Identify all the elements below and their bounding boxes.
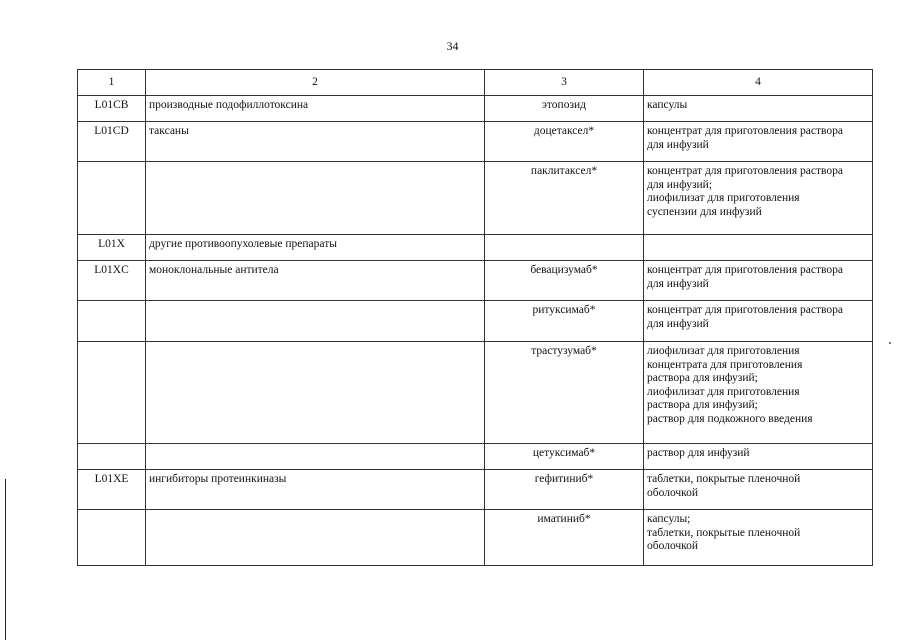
margin-line — [5, 479, 6, 640]
group-name-cell — [146, 301, 485, 342]
drug-name-cell: цетуксимаб* — [485, 444, 644, 470]
column-header-3: 3 — [485, 70, 644, 96]
table-row — [78, 470, 873, 510]
dosage-form-cell — [644, 122, 873, 162]
dosage-form-cell — [644, 96, 873, 122]
dosage-form-line: концентрат для приготовления раствора — [647, 304, 843, 316]
dosage-form-line: для инфузий — [647, 138, 709, 151]
column-header-4: 4 — [644, 70, 873, 96]
dosage-form-cell — [644, 342, 873, 444]
atc-code-cell — [78, 510, 146, 566]
dosage-form-line: раствора для инфузий; — [647, 399, 758, 411]
drug-name-cell: гефитиниб* — [485, 470, 644, 510]
group-name-cell — [146, 162, 485, 235]
dosage-form-cell — [644, 261, 873, 301]
atc-code-cell: L01CD — [78, 122, 146, 162]
table-header-row — [78, 70, 873, 96]
atc-code-cell: L01XE — [78, 470, 146, 510]
dosage-form-line: лиофилизат для приготовления — [647, 345, 800, 357]
table-row — [78, 510, 873, 566]
group-name-cell: ингибиторы протеинкиназы — [146, 470, 485, 510]
atc-code-cell: L01XC — [78, 261, 146, 301]
dosage-form-line: концентрат для приготовления раствора — [647, 165, 843, 177]
scan-dot — [889, 342, 891, 344]
dosage-form-line: оболочкой — [647, 486, 699, 499]
dosage-form-line: концентрата для приготовления — [647, 358, 803, 371]
dosage-form-cell — [644, 162, 873, 235]
group-name-cell: производные подофиллотоксина — [146, 96, 485, 122]
table-body — [78, 96, 873, 566]
table-row — [78, 96, 873, 122]
dosage-form-line: суспензии для инфузий — [647, 205, 762, 218]
drug-name-cell: ритуксимаб* — [485, 301, 644, 342]
dosage-form-cell — [644, 470, 873, 510]
atc-code-cell — [78, 162, 146, 235]
dosage-form-line: концентрат для приготовления раствора — [647, 125, 843, 137]
drug-table — [77, 69, 873, 566]
atc-code-cell — [78, 342, 146, 444]
dosage-form-cell — [644, 444, 873, 470]
dosage-form-line: раствор для подкожного введения — [647, 412, 813, 425]
page-number: 34 — [446, 39, 459, 53]
column-header-1: 1 — [78, 70, 146, 96]
table-row — [78, 235, 873, 261]
column-header-2: 2 — [146, 70, 485, 96]
dosage-form-line: лиофилизат для приготовления — [647, 192, 800, 204]
table-row — [78, 301, 873, 342]
dosage-form-line: таблетки, покрытые пленочной — [647, 526, 801, 539]
dosage-form-line: раствора для инфузий; — [647, 372, 758, 384]
group-name-cell: моноклональные антитела — [146, 261, 485, 301]
dosage-form-line: для инфузий — [647, 277, 709, 290]
atc-code-cell: L01CB — [78, 96, 146, 122]
drug-name-cell: этопозид — [485, 96, 644, 122]
group-name-cell — [146, 342, 485, 444]
drug-name-cell: иматиниб* — [485, 510, 644, 566]
dosage-form-line: капсулы; — [647, 513, 691, 525]
group-name-cell — [146, 510, 485, 566]
group-name-cell: таксаны — [146, 122, 485, 162]
dosage-form-cell — [644, 301, 873, 342]
atc-code-cell — [78, 301, 146, 342]
atc-code-cell: L01X — [78, 235, 146, 261]
dosage-form-cell — [644, 510, 873, 566]
table-row — [78, 122, 873, 162]
dosage-form-line: капсулы — [647, 99, 688, 111]
atc-code-cell — [78, 444, 146, 470]
table-row — [78, 444, 873, 470]
drug-name-cell: трастузумаб* — [485, 342, 644, 444]
dosage-form-line: концентрат для приготовления раствора — [647, 264, 843, 276]
dosage-form-cell — [644, 235, 873, 261]
group-name-cell: другие противоопухолевые препараты — [146, 235, 485, 261]
table-row — [78, 342, 873, 444]
dosage-form-line: оболочкой — [647, 540, 699, 552]
dosage-form-line: таблетки, покрытые пленочной — [647, 473, 801, 485]
group-name-cell — [146, 444, 485, 470]
drug-name-cell — [485, 235, 644, 261]
dosage-form-line: для инфузий — [647, 317, 709, 330]
drug-name-cell: паклитаксел* — [485, 162, 644, 235]
drug-name-cell: бевацизумаб* — [485, 261, 644, 301]
table-row — [78, 261, 873, 301]
dosage-form-line: лиофилизат для приготовления — [647, 385, 800, 398]
dosage-form-line: для инфузий; — [647, 178, 713, 191]
table-row — [78, 162, 873, 235]
drug-name-cell: доцетаксел* — [485, 122, 644, 162]
dosage-form-line: раствор для инфузий — [647, 447, 750, 459]
